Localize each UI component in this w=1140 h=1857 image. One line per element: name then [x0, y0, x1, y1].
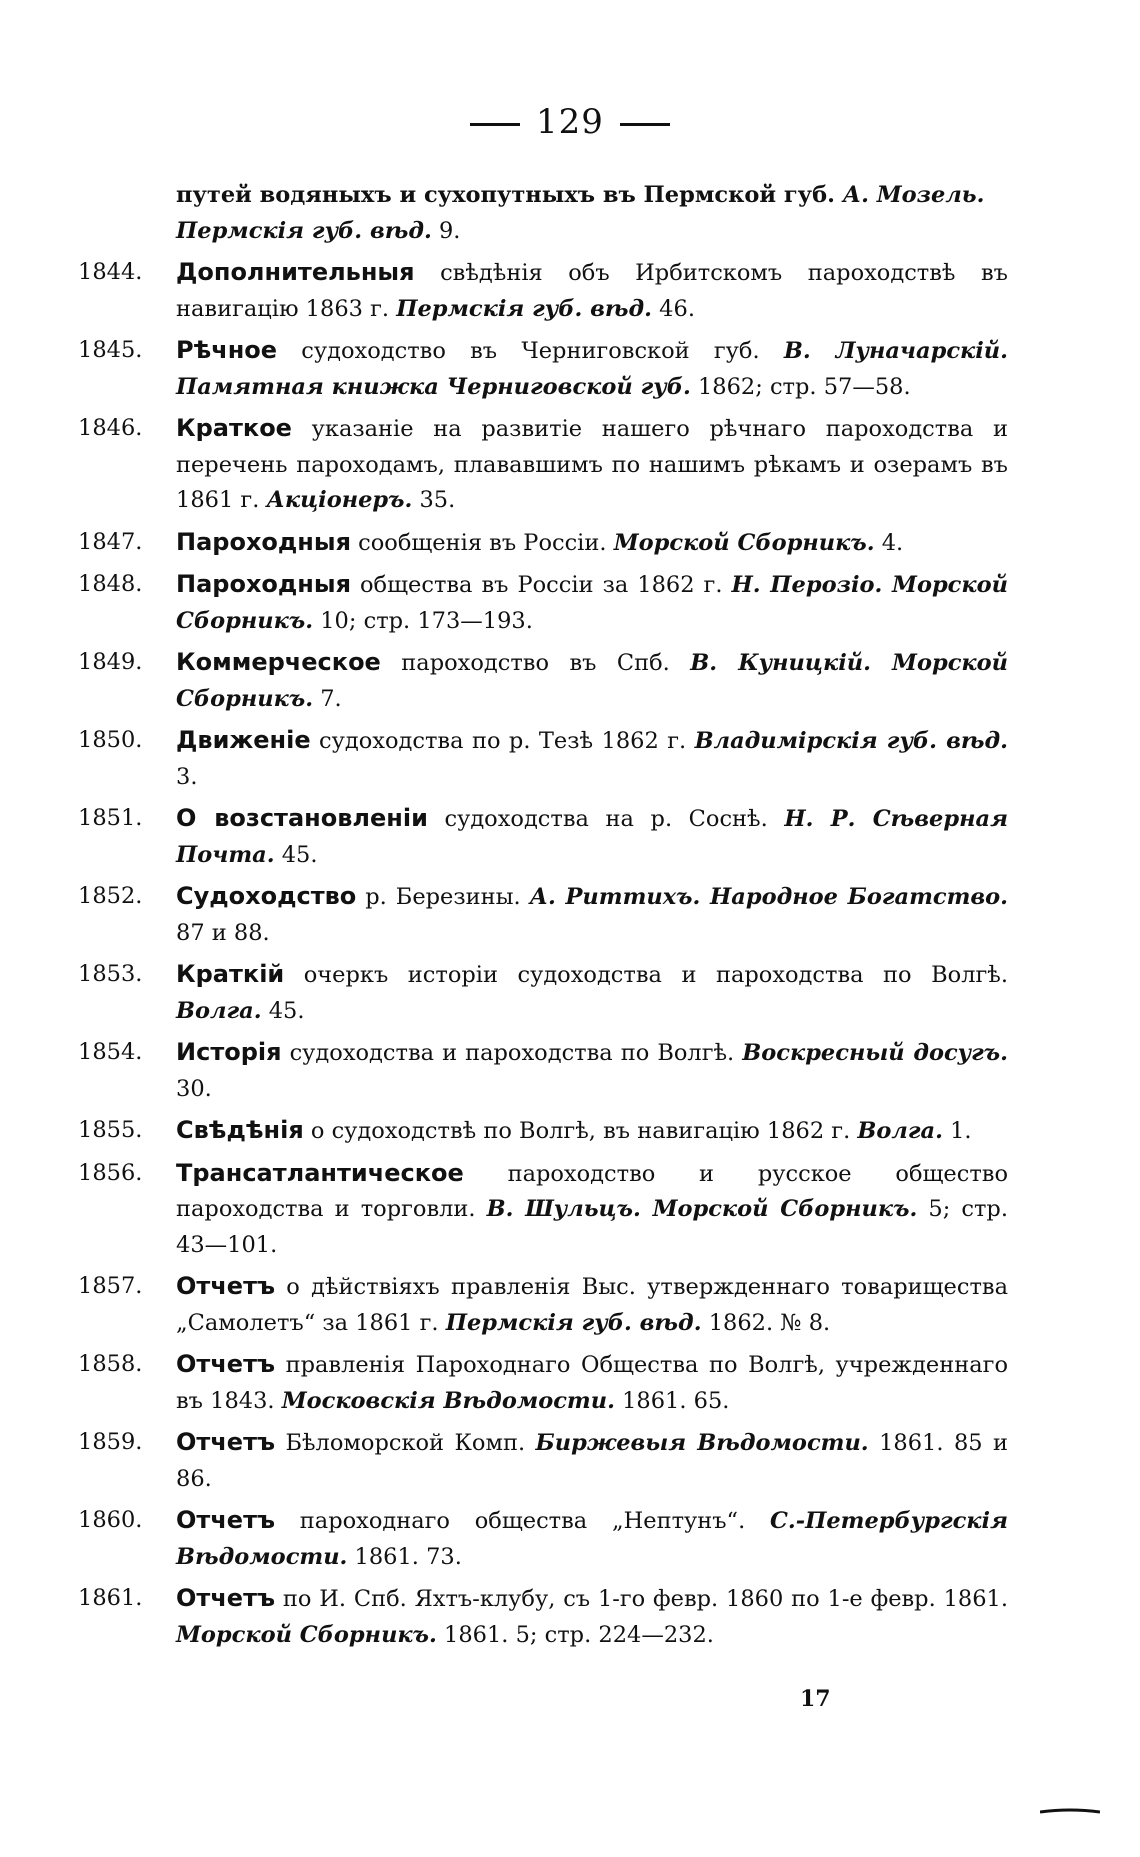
entry-body — [176, 645, 1008, 717]
entry-number: 1845. — [78, 337, 143, 363]
entry-text: 1861. 85 и 86. — [176, 1430, 1009, 1492]
entry-headword: Отчетъ — [176, 1428, 276, 1456]
entry-number: 1853. — [78, 961, 143, 987]
entry-source: Воскресный досугъ. — [742, 1040, 1008, 1066]
entry-headword: Отчетъ — [176, 1506, 276, 1534]
entry-headword: О возстановленіи — [176, 804, 428, 832]
bibliography-entry — [78, 1035, 1008, 1107]
entry-text: 45. — [274, 841, 318, 868]
entry-source: Волга. — [176, 997, 262, 1024]
entry-text: 46. — [652, 295, 695, 322]
entry-text: 35. — [412, 487, 456, 513]
bibliography-entry — [78, 1503, 1008, 1575]
entry-headword: Пароходныя — [176, 570, 351, 598]
entry-headword: Дополнительныя — [176, 258, 415, 286]
entry-text: 1862. № 8. — [701, 1309, 831, 1336]
continuation-text: путей водяныхъ и сухопутныхъ въ Пермской губ. — [176, 182, 843, 208]
entry-number: 1847. — [78, 528, 143, 555]
entry-source: Н. Перозіо. Морской Сборникъ. — [176, 572, 1008, 634]
entry-source: Морской Сборникъ. — [176, 1621, 437, 1648]
entry-body — [176, 525, 1008, 562]
entry-headword: Краткое — [176, 414, 292, 442]
entry-text: 30. — [176, 1075, 212, 1102]
bibliography-entry — [78, 801, 1008, 873]
entry-source: Московскія Вѣдомости. — [281, 1387, 615, 1414]
entry-text: по И. Спб. Яхтъ-клубу, съ 1-го февр. 1860 по 1-е февр. 1861. — [275, 1586, 1008, 1612]
entry-headword: Отчетъ — [176, 1350, 276, 1378]
entry-source: Волга. — [857, 1118, 943, 1144]
bibliography-entry — [78, 957, 1008, 1029]
bibliography-entry — [78, 1581, 1008, 1653]
entry-body — [176, 1156, 1008, 1264]
entry-source: Владимірскія губ. вѣд. — [694, 728, 1008, 754]
continuation-line — [78, 178, 1008, 249]
entry-number: 1856. — [78, 1159, 143, 1186]
entry-text: 87 и 88. — [176, 919, 270, 946]
entry-body — [176, 1113, 1008, 1150]
entry-text: Бѣломорской Комп. — [275, 1430, 536, 1456]
entry-source: Пермскія губ. вѣд. — [396, 295, 653, 322]
entry-number: 1857. — [78, 1273, 143, 1299]
entry-body — [176, 723, 1008, 795]
entry-body — [176, 1347, 1008, 1419]
page-header — [0, 102, 1140, 142]
entry-body — [176, 1425, 1008, 1497]
entry-text: 1862; стр. 57—58. — [690, 373, 911, 400]
entry-body — [176, 1269, 1008, 1341]
entry-text: 1861. 65. — [614, 1387, 730, 1414]
entry-number: 1854. — [78, 1039, 143, 1065]
entry-headword: Судоходство — [176, 882, 357, 910]
entry-source: Акціонеръ. — [266, 487, 413, 513]
entry-body — [176, 879, 1008, 951]
entry-body — [176, 255, 1008, 327]
bibliography-entry — [78, 333, 1008, 405]
entry-text: правленія Пароходнаго Общества по Волгѣ, учрежденнаго въ 1843. — [176, 1352, 1008, 1414]
entry-body — [176, 567, 1008, 639]
entry-source: Биржевыя Вѣдомости. — [535, 1430, 869, 1456]
header-dash-left — [470, 123, 520, 126]
entry-number: 1861. — [78, 1585, 143, 1611]
entry-text: очеркъ исторіи судоходства и пароходства по Волгѣ. — [284, 962, 1008, 988]
entry-source: С.-Петербургскія Вѣдомости. — [176, 1508, 1008, 1570]
entry-source: В. Луначарскій. Памятная книжка Черниговской губ. — [176, 338, 1008, 400]
entry-text: 5; стр. 43—101. — [176, 1196, 1008, 1258]
entry-body — [176, 957, 1008, 1029]
entry-text: судоходство въ Черниговской губ. — [277, 338, 784, 364]
entry-text: о судоходствѣ по Волгѣ, въ навигацію 1862 г. — [303, 1118, 858, 1144]
entry-source: А. Мозель. Пермскія губ. вѣд. — [176, 182, 985, 244]
entry-text: указаніе на развитіе нашего рѣчнаго пароходства и перечень пароходамъ, плававшимъ по нашимъ рѣкамъ и озерамъ въ 1861 г. — [176, 416, 1008, 513]
entry-headword: Движеніе — [176, 726, 311, 754]
entry-body — [176, 1035, 1008, 1107]
entry-number: 1859. — [78, 1429, 143, 1455]
entry-text: 1861. 5; стр. 224—232. — [436, 1621, 714, 1648]
bibliography-entry — [78, 879, 1008, 951]
entry-text: сообщенія въ Россіи. — [351, 529, 614, 556]
entry-source: Н. Р. Сѣверная Почта. — [176, 806, 1008, 868]
entry-headword: Трансатлантическое — [176, 1158, 464, 1187]
entry-text: пароходство въ Спб. — [380, 650, 691, 676]
entry-text: судоходства и пароходства по Волгѣ. — [281, 1040, 743, 1066]
bibliography-entry — [78, 255, 1008, 327]
entry-text: 45. — [261, 997, 305, 1024]
entry-text: р. Березины. — [356, 884, 530, 910]
bibliography-entry — [78, 525, 1008, 562]
entry-text: 4. — [874, 529, 904, 556]
entry-body — [176, 1581, 1008, 1653]
entry-body — [176, 801, 1008, 873]
entry-headword: Краткій — [176, 960, 285, 988]
entry-body — [176, 333, 1008, 405]
bibliography-entry — [78, 1156, 1008, 1264]
entry-number: 1851. — [78, 805, 143, 831]
entry-text: судоходства по р. Тезѣ 1862 г. — [310, 728, 695, 754]
entry-source: Пермскія губ. вѣд. — [445, 1309, 702, 1336]
entry-text: пароходство и русское общество пароходства и торговли. — [176, 1160, 1008, 1222]
signature-mark: 17 — [800, 1686, 831, 1712]
bibliography-list — [78, 178, 1008, 1653]
entry-number: 1855. — [78, 1117, 143, 1143]
entry-text: 10; стр. 173—193. — [313, 607, 533, 634]
entry-text: 1. — [942, 1118, 972, 1144]
entry-list — [78, 255, 1008, 1653]
bibliography-entry — [78, 411, 1008, 519]
entry-text: свѣдѣнія объ Ирбитскомъ пароходствѣ въ навигацію 1863 г. — [176, 260, 1008, 322]
ink-flourish — [1040, 1808, 1100, 1814]
entry-text: о дѣйствіяхъ правленія Выс. утвержденнаго товарищества „Самолетъ“ за 1861 г. — [176, 1274, 1008, 1336]
entry-text: общества въ Россіи за 1862 г. — [351, 572, 732, 598]
entry-number: 1848. — [78, 571, 143, 597]
entry-headword: Свѣдѣнія — [176, 1116, 304, 1144]
entry-number: 1846. — [78, 415, 143, 441]
entry-text: судоходства на р. Соснѣ. — [427, 806, 785, 832]
bibliography-entry — [78, 567, 1008, 639]
entry-body — [176, 411, 1008, 519]
entry-number: 1844. — [78, 259, 143, 285]
bibliography-entry — [78, 723, 1008, 795]
bibliography-entry — [78, 1425, 1008, 1497]
entry-number: 1850. — [78, 727, 143, 753]
entry-headword: Коммерческое — [176, 648, 381, 676]
entry-text: 7. — [313, 685, 342, 712]
bibliography-entry — [78, 645, 1008, 717]
entry-number: 1849. — [78, 649, 143, 675]
entry-text: 1861. 73. — [347, 1543, 462, 1570]
bibliography-entry — [78, 1269, 1008, 1341]
header-dash-right — [620, 123, 670, 126]
entry-text: 9. — [431, 217, 461, 244]
entry-source: В. Куницкій. Морской Сборникъ. — [176, 650, 1008, 712]
page-number: 129 — [536, 102, 604, 142]
entry-headword: Отчетъ — [176, 1584, 276, 1612]
bibliography-entry — [78, 1347, 1008, 1419]
entry-source: А. Риттихъ. Народное Богатство. — [529, 884, 1008, 910]
entry-text: 3. — [176, 763, 198, 790]
entry-number: 1860. — [78, 1507, 143, 1533]
entry-number: 1858. — [78, 1351, 143, 1377]
entry-headword: Рѣчное — [176, 336, 278, 364]
entry-text: пароходнаго общества „Нептунъ“. — [275, 1508, 770, 1534]
entry-headword: Пароходныя — [176, 527, 351, 556]
entry-body — [176, 1503, 1008, 1575]
entry-headword: Исторія — [176, 1038, 282, 1066]
entry-number: 1852. — [78, 883, 143, 909]
entry-source: В. Шульцъ. Морской Сборникъ. — [486, 1196, 918, 1222]
entry-headword: Отчетъ — [176, 1272, 276, 1300]
entry-source: Морской Сборникъ. — [613, 529, 875, 556]
bibliography-entry — [78, 1113, 1008, 1150]
